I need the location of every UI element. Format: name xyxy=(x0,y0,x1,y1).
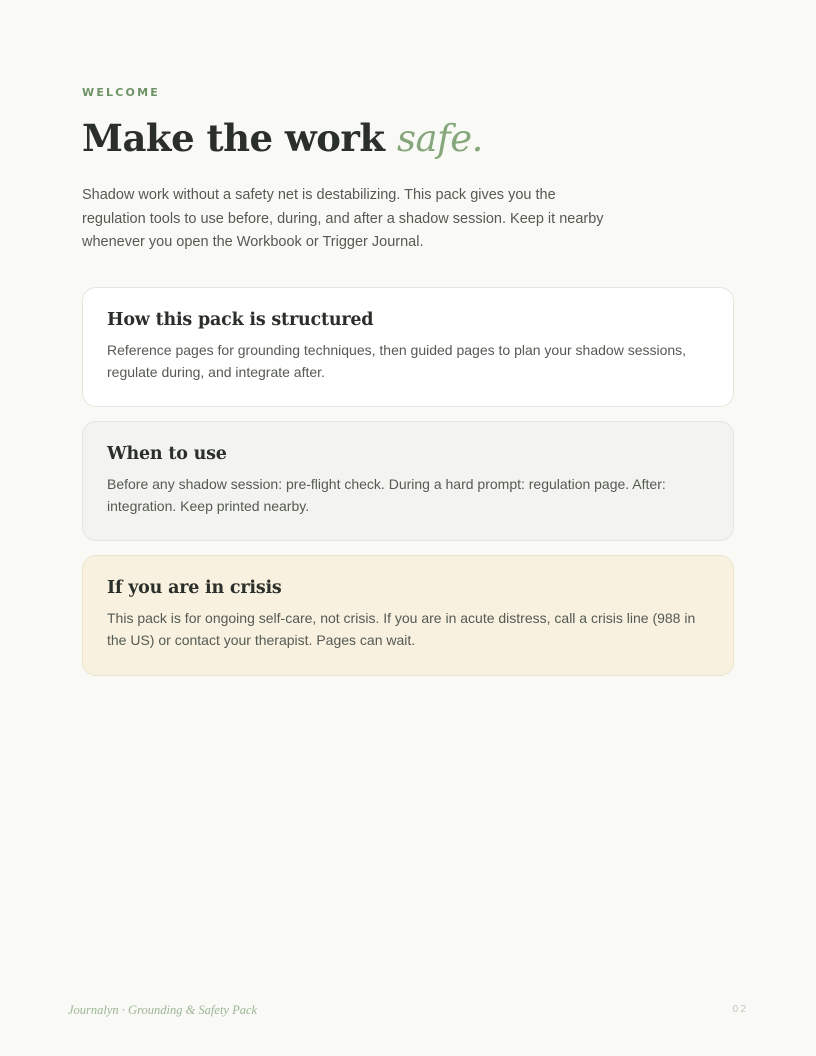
intro-paragraph: Shadow work without a safety net is destabilizing. This pack gives you the regulation tools to use before, during, and after a shadow session. Keep it nearby whenever you open the Workbook or Trigger Journal. xyxy=(82,187,604,250)
when-to-use-card-body: Before any shadow session: pre-flight check. During a hard prompt: regulation page. After: integration. Keep printed nearby. xyxy=(107,476,666,514)
structure-card xyxy=(82,287,734,407)
crisis-card-title: If you are in crisis xyxy=(107,578,282,598)
structure-card-title: How this pack is structured xyxy=(107,310,374,330)
footer-title: Journalyn · Grounding & Safety Pack xyxy=(68,1003,258,1017)
page-title-accent: safe. xyxy=(396,117,483,160)
crisis-card xyxy=(82,555,734,676)
when-to-use-card xyxy=(82,421,734,541)
crisis-card-body: This pack is for ongoing self-care, not crisis. If you are in acute distress, call a crisis line (988 in the US) or contact your therapist. Pages can wait. xyxy=(107,610,696,648)
page-title-main: Make the work xyxy=(82,116,397,160)
page-title xyxy=(82,116,483,160)
structure-card-body: Reference pages for grounding techniques, then guided pages to plan your shadow sessions, regulate during, and integrate after. xyxy=(107,342,687,380)
when-to-use-card-title: When to use xyxy=(107,444,227,464)
page-number: 02 xyxy=(732,1004,748,1015)
section-eyebrow: WELCOME xyxy=(82,86,160,99)
